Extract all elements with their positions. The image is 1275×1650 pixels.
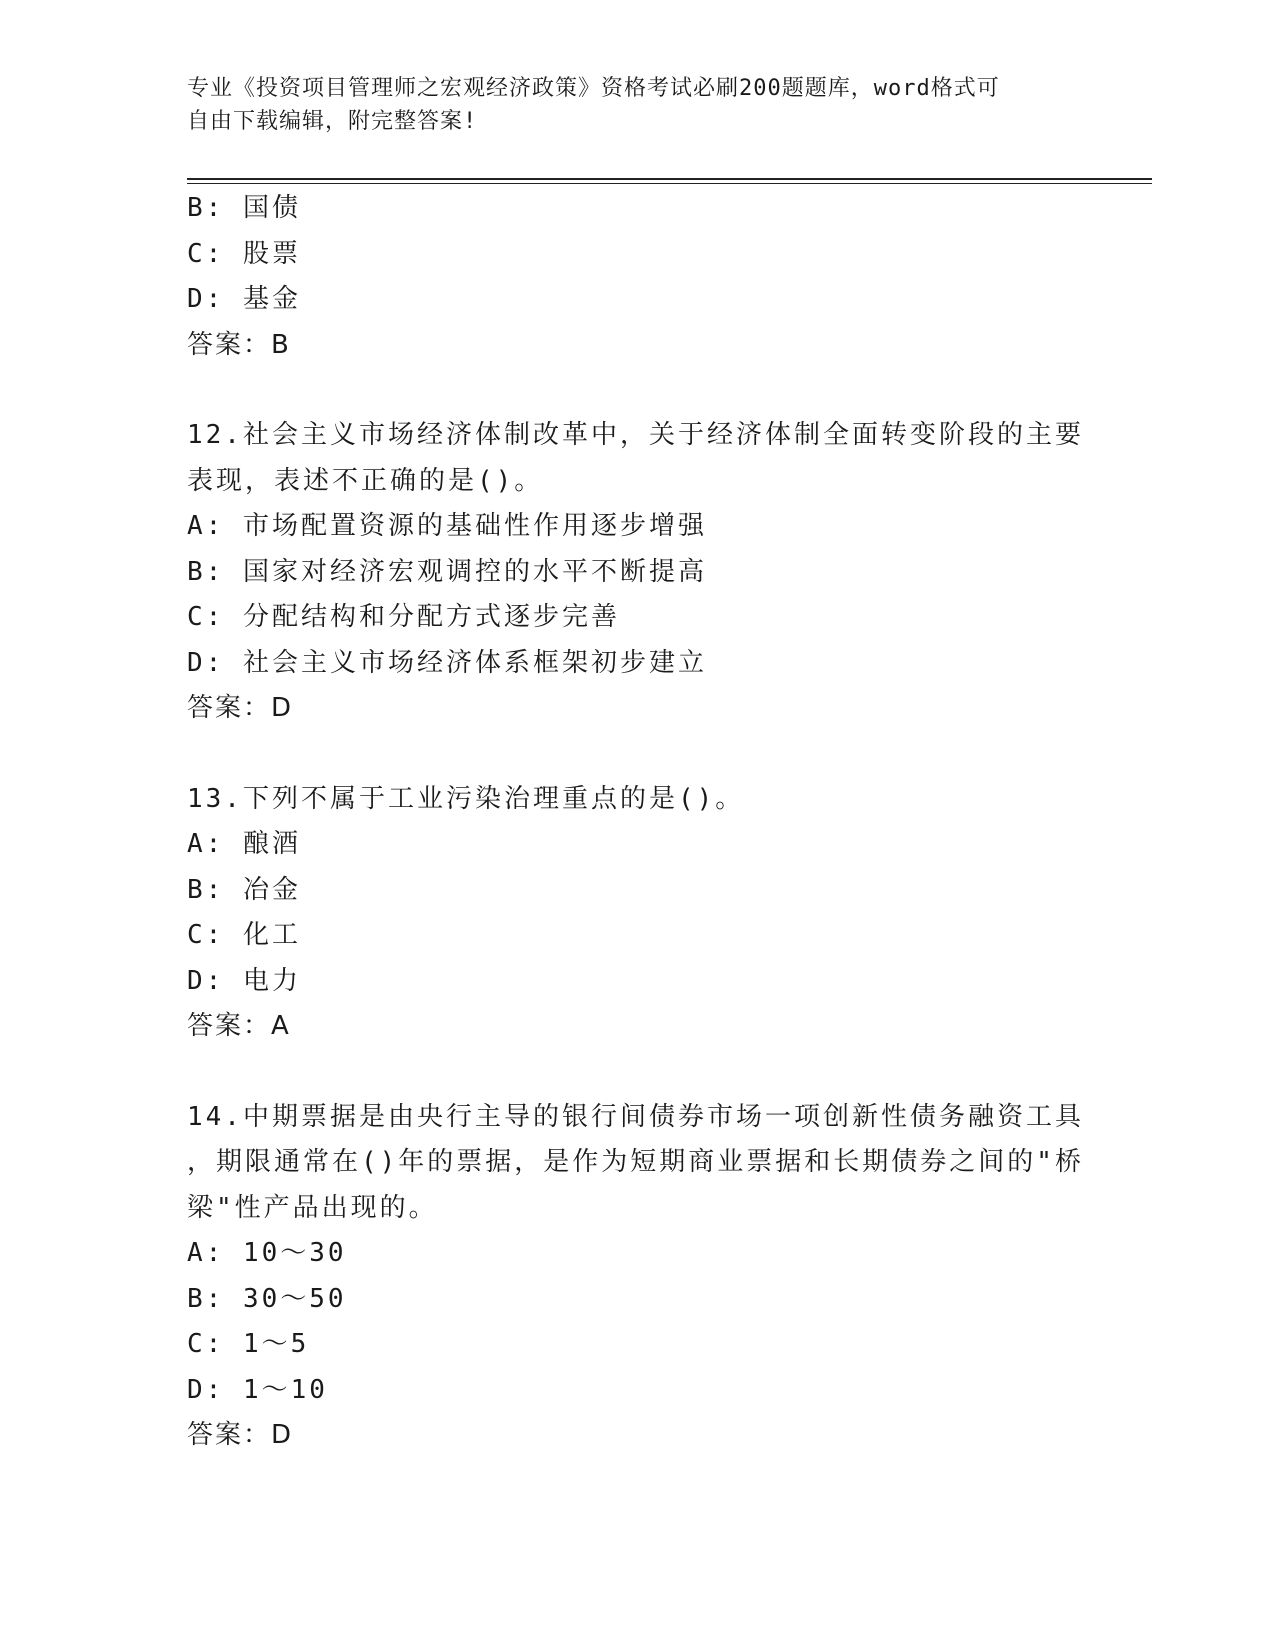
answer-line: 答案：D: [187, 1420, 294, 1450]
answer-line: 答案：A: [187, 1011, 291, 1041]
answer-line: 答案：B: [187, 329, 291, 360]
option-b: B: 国家对经济宏观调控的水平不断提高: [187, 556, 707, 587]
header-line-1: 专业《投资项目管理师之宏观经济政策》资格考试必刷200题题库，word格式可: [187, 76, 1000, 101]
header-divider-thin: [187, 183, 1152, 184]
question-stem-line: 13.下列不属于工业污染治理重点的是()。: [187, 783, 745, 814]
spacer: [187, 1050, 1087, 1095]
option-c: C: 1～5: [187, 1329, 310, 1359]
option-c: C: 化工: [187, 920, 301, 950]
option-b: B: 国债: [187, 193, 301, 223]
question-stem-line: 12.社会主义市场经济体制改革中，关于经济体制全面转变阶段的主要: [187, 420, 1084, 450]
option-c: C: 分配结构和分配方式逐步完善: [187, 602, 620, 632]
question-13: [187, 777, 1087, 1050]
option-d: D: 社会主义市场经济体系框架初步建立: [187, 647, 707, 678]
option-a: A: 市场配置资源的基础性作用逐步增强: [187, 511, 707, 541]
question-12: [187, 413, 1087, 732]
option-c: C: 股票: [187, 238, 301, 269]
option-d: D: 1～10: [187, 1374, 328, 1405]
question-14: [187, 1095, 1087, 1459]
option-a: A: 酿酒: [187, 829, 301, 859]
option-d: D: 基金: [187, 284, 301, 314]
document-header: [187, 72, 1087, 138]
option-d: D: 电力: [187, 965, 301, 996]
question-11-continued: [187, 186, 1087, 368]
question-stem-line: ，期限通常在()年的票据，是作为短期商业票据和长期债券之间的"桥: [187, 1147, 1084, 1177]
question-list: [187, 186, 1087, 1459]
header-divider-thick: [187, 178, 1152, 180]
answer-line: 答案：D: [187, 693, 294, 723]
question-stem-line: 梁"性产品出现的。: [187, 1192, 438, 1223]
spacer: [187, 732, 1087, 777]
spacer: [187, 368, 1087, 413]
option-a: A: 10～30: [187, 1238, 347, 1268]
header-line-2: 自由下载编辑，附完整答案!: [187, 109, 478, 134]
option-b: B: 冶金: [187, 874, 301, 905]
question-stem-line: 表现，表述不正确的是()。: [187, 465, 544, 496]
option-b: B: 30～50: [187, 1283, 347, 1314]
question-stem-line: 14.中期票据是由央行主导的银行间债券市场一项创新性债务融资工具: [187, 1101, 1084, 1132]
